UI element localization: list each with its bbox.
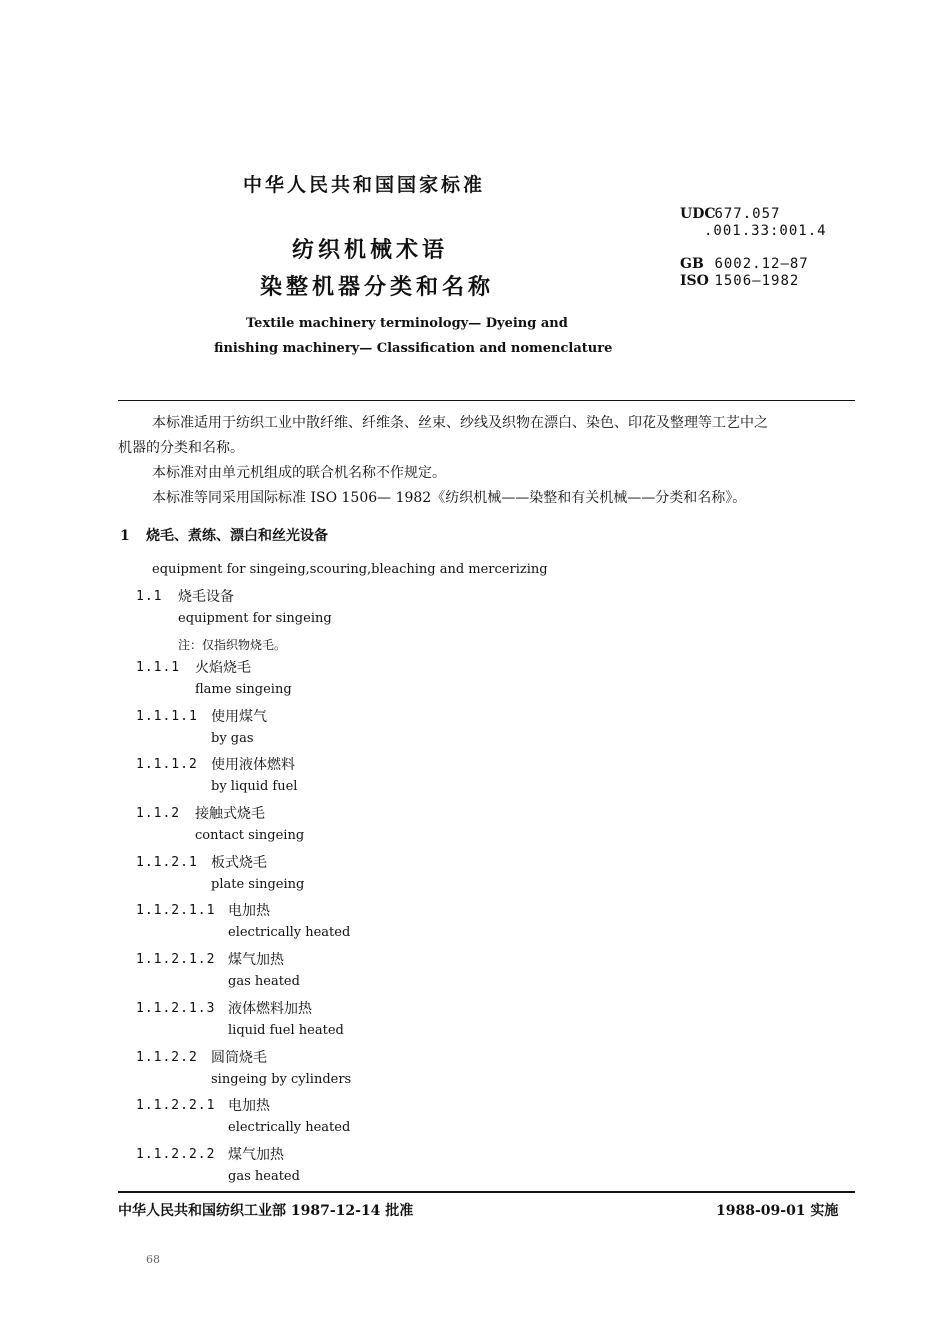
- gb-code: [680, 256, 809, 273]
- udc-label: UDC: [680, 206, 716, 222]
- page-number: 68: [146, 1253, 160, 1266]
- term-zh: 液体燃料加热: [228, 1001, 312, 1017]
- term-zh: 烧毛设备: [178, 589, 234, 605]
- term-note: 注：仅指织物烧毛。: [178, 638, 287, 652]
- term-zh: 使用煤气: [211, 709, 267, 725]
- term-number: 1.1.2.2.1: [136, 1098, 216, 1113]
- gb-label: GB: [680, 256, 704, 272]
- term-number: 1.1.2.1: [136, 855, 198, 870]
- intro-paragraph-1-continued: 机器的分类和名称。: [118, 440, 244, 456]
- term-zh: 板式烧毛: [211, 855, 267, 871]
- standard-codes: [680, 256, 809, 290]
- term-en: gas heated: [228, 974, 300, 989]
- document-title-en-line2: finishing machinery— Classification and nomenclature: [214, 341, 613, 356]
- term-en: liquid fuel heated: [228, 1023, 344, 1038]
- intro-paragraph-3: 本标准等同采用国际标准 ISO 1506— 1982《纺织机械——染整和有关机械——分类和名称》。: [152, 490, 747, 506]
- term-zh: 火焰烧毛: [195, 660, 251, 676]
- term-number: 1.1: [136, 589, 163, 604]
- document-title-zh-line1: 纺织机械术语: [292, 237, 449, 263]
- udc-value: 677.057: [714, 206, 781, 222]
- term-number: 1.1.2.2: [136, 1050, 198, 1065]
- approval-date: 中华人民共和国纺织工业部 1987-12-14 批准: [118, 1203, 414, 1219]
- implementation-date: 1988-09-01 实施: [716, 1203, 839, 1219]
- term-number: 1.1.1.1: [136, 709, 198, 724]
- term-zh: 电加热: [228, 1098, 270, 1114]
- term-number: 1.1.1: [136, 660, 181, 675]
- document-title-en-line1: Textile machinery terminology— Dyeing and: [246, 316, 568, 331]
- term-number: 1.1.2.1.1: [136, 903, 216, 918]
- header-divider: [118, 400, 855, 401]
- footer-divider: [118, 1191, 855, 1193]
- term-number: 1.1.2.2.2: [136, 1147, 216, 1162]
- udc-line2: .001.33:001.4: [704, 223, 827, 239]
- term-zh: 使用液体燃料: [211, 757, 295, 773]
- term-zh: 煤气加热: [228, 1147, 284, 1163]
- intro-paragraph-1: 本标准适用于纺织工业中散纤维、纤维条、丝束、纱线及织物在漂白、染色、印花及整理等工艺中之: [152, 415, 768, 431]
- udc-line1: [680, 206, 827, 223]
- term-number: 1.1.2.1.2: [136, 952, 216, 967]
- term-en: flame singeing: [195, 682, 292, 697]
- term-en: equipment for singeing: [178, 611, 332, 626]
- term-zh: 电加热: [228, 903, 270, 919]
- iso-label: ISO: [680, 273, 709, 289]
- section-title-zh: 烧毛、煮练、漂白和丝光设备: [146, 528, 328, 544]
- term-number: 1.1.2: [136, 806, 181, 821]
- term-number: 1.1.1.2: [136, 757, 198, 772]
- term-en: plate singeing: [211, 877, 305, 892]
- term-en: singeing by cylinders: [211, 1072, 352, 1087]
- term-en: by gas: [211, 731, 254, 746]
- term-zh: 接触式烧毛: [195, 806, 265, 822]
- term-en: by liquid fuel: [211, 779, 298, 794]
- section-number: 1: [120, 528, 130, 544]
- term-en: contact singeing: [195, 828, 305, 843]
- term-zh: 圆筒烧毛: [211, 1050, 267, 1066]
- term-en: electrically heated: [228, 1120, 351, 1135]
- section-heading: [120, 525, 328, 545]
- section-title-en: equipment for singeing,scouring,bleaching and mercerizing: [152, 562, 548, 577]
- gb-value: 6002.12—87: [714, 256, 809, 272]
- iso-value: 1506—1982: [714, 273, 800, 289]
- term-number: 1.1.2.1.3: [136, 1001, 216, 1016]
- national-standard-heading: 中华人民共和国国家标准: [243, 174, 486, 196]
- term-en: gas heated: [228, 1169, 300, 1184]
- iso-code: [680, 273, 809, 290]
- intro-paragraph-2: 本标准对由单元机组成的联合机名称不作规定。: [152, 465, 446, 481]
- term-en: electrically heated: [228, 925, 351, 940]
- term-zh: 煤气加热: [228, 952, 284, 968]
- document-title-zh-line2: 染整机器分类和名称: [260, 274, 495, 300]
- udc-classification: [680, 206, 827, 240]
